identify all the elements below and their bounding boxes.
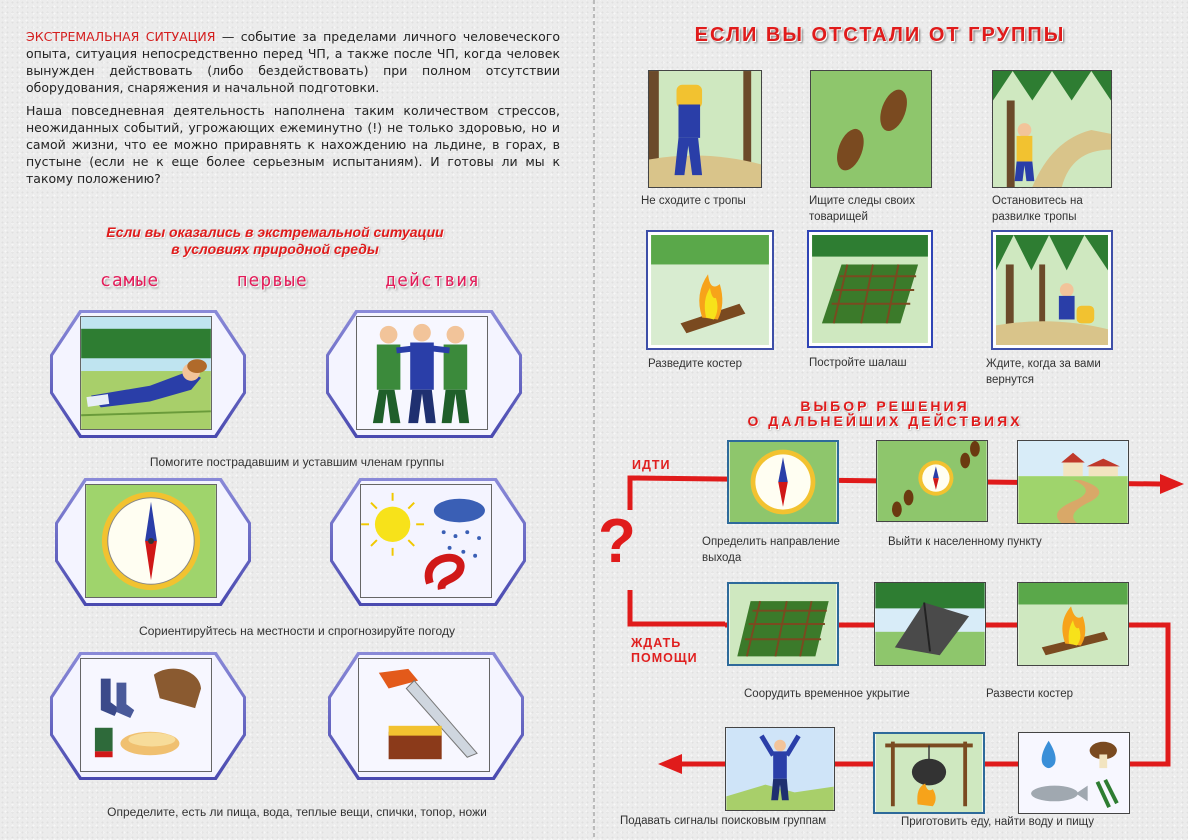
step-shelter-caption: Соорудить временное укрытие bbox=[744, 688, 910, 700]
campfire-picture bbox=[646, 230, 774, 350]
natural-heading-line-1: Если вы оказались в экстремальной ситуации bbox=[106, 224, 444, 240]
water-and-food-picture bbox=[1018, 732, 1130, 814]
intro-text bbox=[26, 28, 560, 193]
first-actions-word-3: действия bbox=[385, 270, 480, 291]
injured-person-illustration bbox=[50, 310, 246, 438]
lost-caption-3: Остановитесь на развилке тропы bbox=[992, 195, 1083, 223]
caption-help: Помогите пострадавшим и уставшим членам группы bbox=[149, 455, 445, 469]
go-label: ИДТИ bbox=[632, 458, 671, 472]
decision-title-line-1: ВЫБОР РЕШЕНИЯ bbox=[800, 398, 970, 414]
lost-caption-2: Ищите следы своих товарищей bbox=[809, 195, 915, 223]
lost-title: ЕСЛИ ВЫ ОТСТАЛИ ОТ ГРУППЫ bbox=[694, 24, 1066, 46]
trail-fork-picture bbox=[992, 70, 1112, 188]
lost-caption-4: Разведите костер bbox=[648, 358, 743, 370]
wait-label-line-1: ЖДАТЬ bbox=[631, 636, 682, 650]
compass-illustration bbox=[55, 478, 251, 606]
natural-heading-line-2: в условиях природной среды bbox=[171, 241, 379, 257]
first-actions-word-1: самые bbox=[100, 270, 160, 291]
supplies-illustration bbox=[50, 652, 246, 780]
caption-orient: Сориентируйтесь на местности и спрогнозируйте погоду bbox=[139, 624, 455, 638]
decision-title bbox=[630, 399, 1140, 429]
intro-paragraph-2: Наша повседневная деятельность наполнена таким количеством стрессов, неожиданных событий, угрожающих ежеминутно (!) не только здоровью, но и самой жизни, что ее можно приравнять к нахождению на льдине, в горах, в пустыне (если не к еще более серьезным испытаниям). И готовы ли мы к такому положению? bbox=[26, 103, 560, 186]
decision-title-line-2: О ДАЛЬНЕЙШИХ ДЕЙСТВИЯХ bbox=[747, 413, 1023, 429]
first-actions-heading bbox=[100, 270, 480, 291]
step-direction-caption: Определить направление выхода bbox=[702, 536, 840, 564]
lost-caption-6: Ждите, когда за вами вернутся bbox=[986, 358, 1101, 386]
first-actions-word-2: первые bbox=[236, 270, 308, 291]
signal-search-groups-picture bbox=[725, 727, 835, 811]
step-fire-caption: Развести костер bbox=[986, 688, 1074, 700]
knife-matches-illustration bbox=[328, 652, 524, 780]
question-mark: ? bbox=[598, 507, 636, 576]
lost-caption-5: Постройте шалаш bbox=[809, 357, 907, 369]
make-fire-picture bbox=[1017, 582, 1129, 666]
group-helping-illustration bbox=[326, 310, 522, 438]
step-settlement-caption: Выйти к населенному пункту bbox=[888, 536, 1042, 548]
shelter-picture bbox=[807, 230, 933, 348]
page-fold-divider bbox=[593, 0, 595, 840]
intro-term: ЭКСТРЕМАЛЬНАЯ СИТУАЦИЯ bbox=[26, 29, 216, 44]
weather-forecast-illustration bbox=[330, 478, 526, 606]
step-food-caption: Приготовить еду, найти воду и пищу bbox=[901, 816, 1094, 828]
footprints-picture bbox=[810, 70, 932, 188]
wait-picture bbox=[991, 230, 1113, 350]
caption-supplies: Определите, есть ли пища, вода, теплые вещи, спички, топор, ножи bbox=[107, 805, 487, 819]
wait-label-line-2: ПОМОЩИ bbox=[631, 651, 698, 665]
natural-heading bbox=[60, 224, 490, 258]
go-to-settlement-picture bbox=[876, 440, 988, 522]
stay-on-trail-picture bbox=[648, 70, 762, 188]
tent-picture bbox=[874, 582, 986, 666]
temporary-shelter-picture bbox=[727, 582, 839, 666]
cooking-pot-picture bbox=[873, 732, 985, 814]
determine-direction-picture bbox=[727, 440, 839, 524]
intro-definition: — событие за пределами личного человеческого опыта, ситуация непосредственно перед ЧП, а также после ЧП, когда человек вынужден действовать (либо бездействовать) при полном отсутствии оборудования, снаряжения и начальной подготовки. bbox=[26, 29, 560, 95]
wait-label bbox=[631, 636, 698, 666]
village-road-picture bbox=[1017, 440, 1129, 524]
lost-caption-1: Не сходите с тропы bbox=[641, 195, 746, 207]
step-signals-caption: Подавать сигналы поисковым группам bbox=[620, 815, 827, 827]
